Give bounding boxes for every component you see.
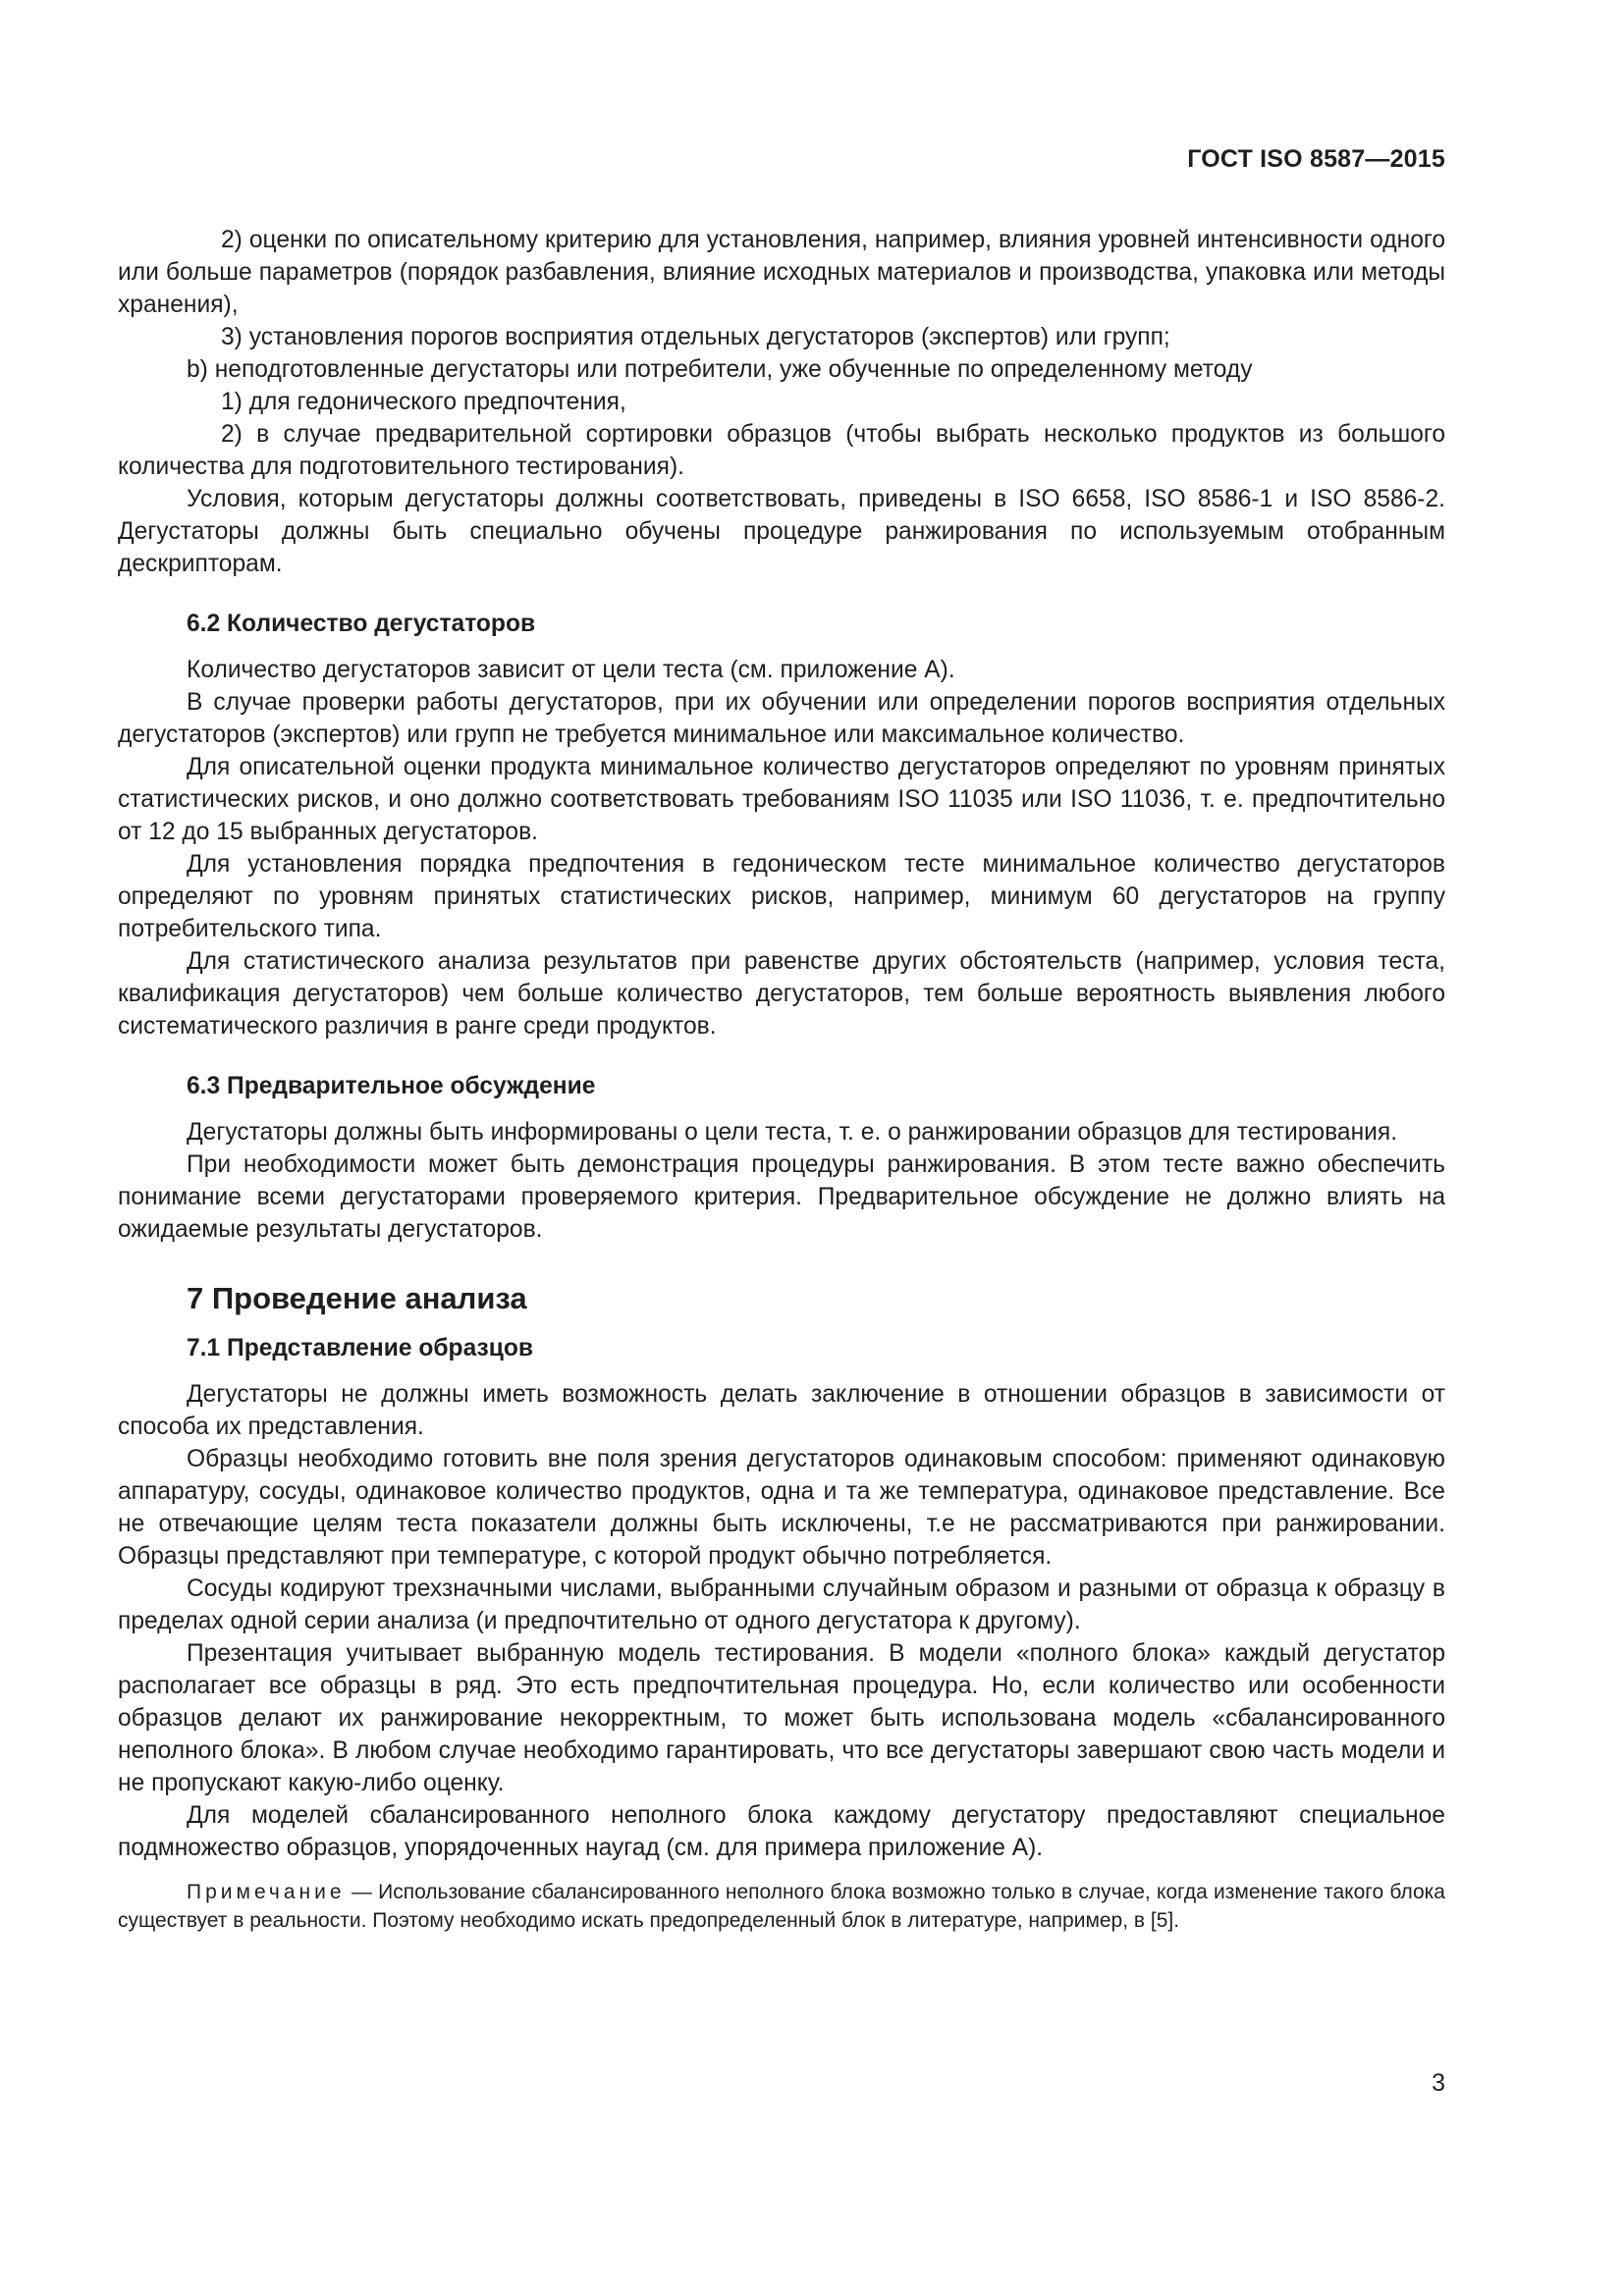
paragraph: Дегустаторы должны быть информированы о цели теста, т. е. о ранжировании образцов для тестирования. — [187, 1119, 1398, 1146]
list-item-b2: 2) в случае предварительной сортировки образцов (чтобы выбрать несколько продуктов из большого количества для подготовительного тестирования). — [118, 421, 1445, 480]
paragraph: Презентация учитывает выбранную модель тестирования. В модели «полного блока» каждый дегустатор располагает все образцы в ряд. Это есть предпочтительная процедура. Но, если количество или особенности образцов делают их ранжирование некорректным, то может быть использована модель «сбалансированного неполного блока». В любом случае необходимо гарантировать, что все дегустаторы завершают свою часть модели и не пропускают какую-либо оценку. — [118, 1640, 1445, 1796]
paragraph: При необходимости может быть демонстрация процедуры ранжирования. В этом тесте важно обеспечить понимание всеми дегустаторами проверяемого критерия. Предварительное обсуждение не должно влиять на ожидаемые результаты дегустаторов. — [118, 1151, 1445, 1243]
list-item-2: 2) оценки по описательному критерию для установления, например, влияния уровней интенсивности одного или больше параметров (порядок разбавления, влияние исходных материалов и производства, упаковка или методы хранения), — [118, 227, 1445, 318]
paragraph: Для установления порядка предпочтения в гедоническом тесте минимальное количество дегустаторов определяют по уровням принятых статистических рисков, например, минимум 60 дегустаторов на группу потребительского типа. — [118, 851, 1445, 942]
paragraph: Образцы необходимо готовить вне поля зрения дегустаторов одинаковым способом: применяют одинаковую аппаратуру, сосуды, одинаковое количество продуктов, одна и та же температура, одинаковое представление. Все не отвечающие целям теста показатели должны быть исключены, т.е не рассматриваются при ранжировании. Образцы представляют при температуре, с которой продукт обычно потребляется. — [118, 1446, 1445, 1570]
note-label: Примечание — [187, 1881, 346, 1903]
section-heading-7-1: 7.1 Представление образцов — [187, 1335, 534, 1362]
note-text: — Использование сбалансированного неполного блока возможно только в случае, когда изменение такого блока существует в реальности. Поэтому необходимо искать предопределенный блок в литературе, например, в [5]. — [118, 1881, 1445, 1932]
list-item-b1: 1) для гедонического предпочтения, — [221, 389, 626, 415]
page-number: 3 — [1432, 2069, 1445, 2097]
paragraph: В случае проверки работы дегустаторов, при их обучении или определении порогов восприятия отдельных дегустаторов (экспертов) или групп не требуется минимальное или максимальное количество. — [118, 689, 1445, 748]
section-heading-6-2: 6.2 Количество дегустаторов — [187, 611, 536, 637]
paragraph: Для статистического анализа результатов при равенстве других обстоятельств (например, условия теста, квалификация дегустаторов) чем больше количество дегустаторов, тем больше вероятность выявления любого систематического различия в ранге среди продуктов. — [118, 948, 1445, 1040]
paragraph: Для моделей сбалансированного неполного блока каждому дегустатору предоставляют специальное подмножество образцов, упорядоченных наугад (см. для примера приложение А). — [118, 1802, 1445, 1861]
list-item-b: b) неподготовленные дегустаторы или потребители, уже обученные по определенному методу — [187, 356, 1253, 383]
paragraph: Для описательной оценки продукта минимальное количество дегустаторов определяют по уровням принятых статистических рисков, и оно должно соответствовать требованиям ISO 11035 или ISO 11036, т. е. предпочтительно от 12 до 15 выбранных дегустаторов. — [118, 754, 1445, 845]
section-heading-6-3: 6.3 Предварительное обсуждение — [187, 1073, 596, 1099]
paragraph: Сосуды кодируют трехзначными числами, выбранными случайным образом и разными от образца к образцу в пределах одной серии анализа (и предпочтительно от одного дегустатора к другому). — [118, 1575, 1445, 1634]
paragraph: Условия, которым дегустаторы должны соответствовать, приведены в ISO 6658, ISO 8586-1 и ISO 8586-2. Дегустаторы должны быть специально обучены процедуре ранжирования по используемым отобранным дескрипторам. — [118, 486, 1445, 577]
page-content — [118, 224, 1445, 1935]
paragraph: Количество дегустаторов зависит от цели теста (см. приложение А). — [187, 657, 955, 683]
section-heading-7: 7 Проведение анализа — [187, 1281, 527, 1315]
standard-code: ГОСТ ISO 8587—2015 — [1187, 145, 1445, 173]
note — [118, 1878, 1445, 1935]
paragraph: Дегустаторы не должны иметь возможность делать заключение в отношении образцов в зависимости от способа их представления. — [118, 1381, 1445, 1440]
list-item-3: 3) установления порогов восприятия отдельных дегустаторов (экспертов) или групп; — [221, 324, 1170, 350]
